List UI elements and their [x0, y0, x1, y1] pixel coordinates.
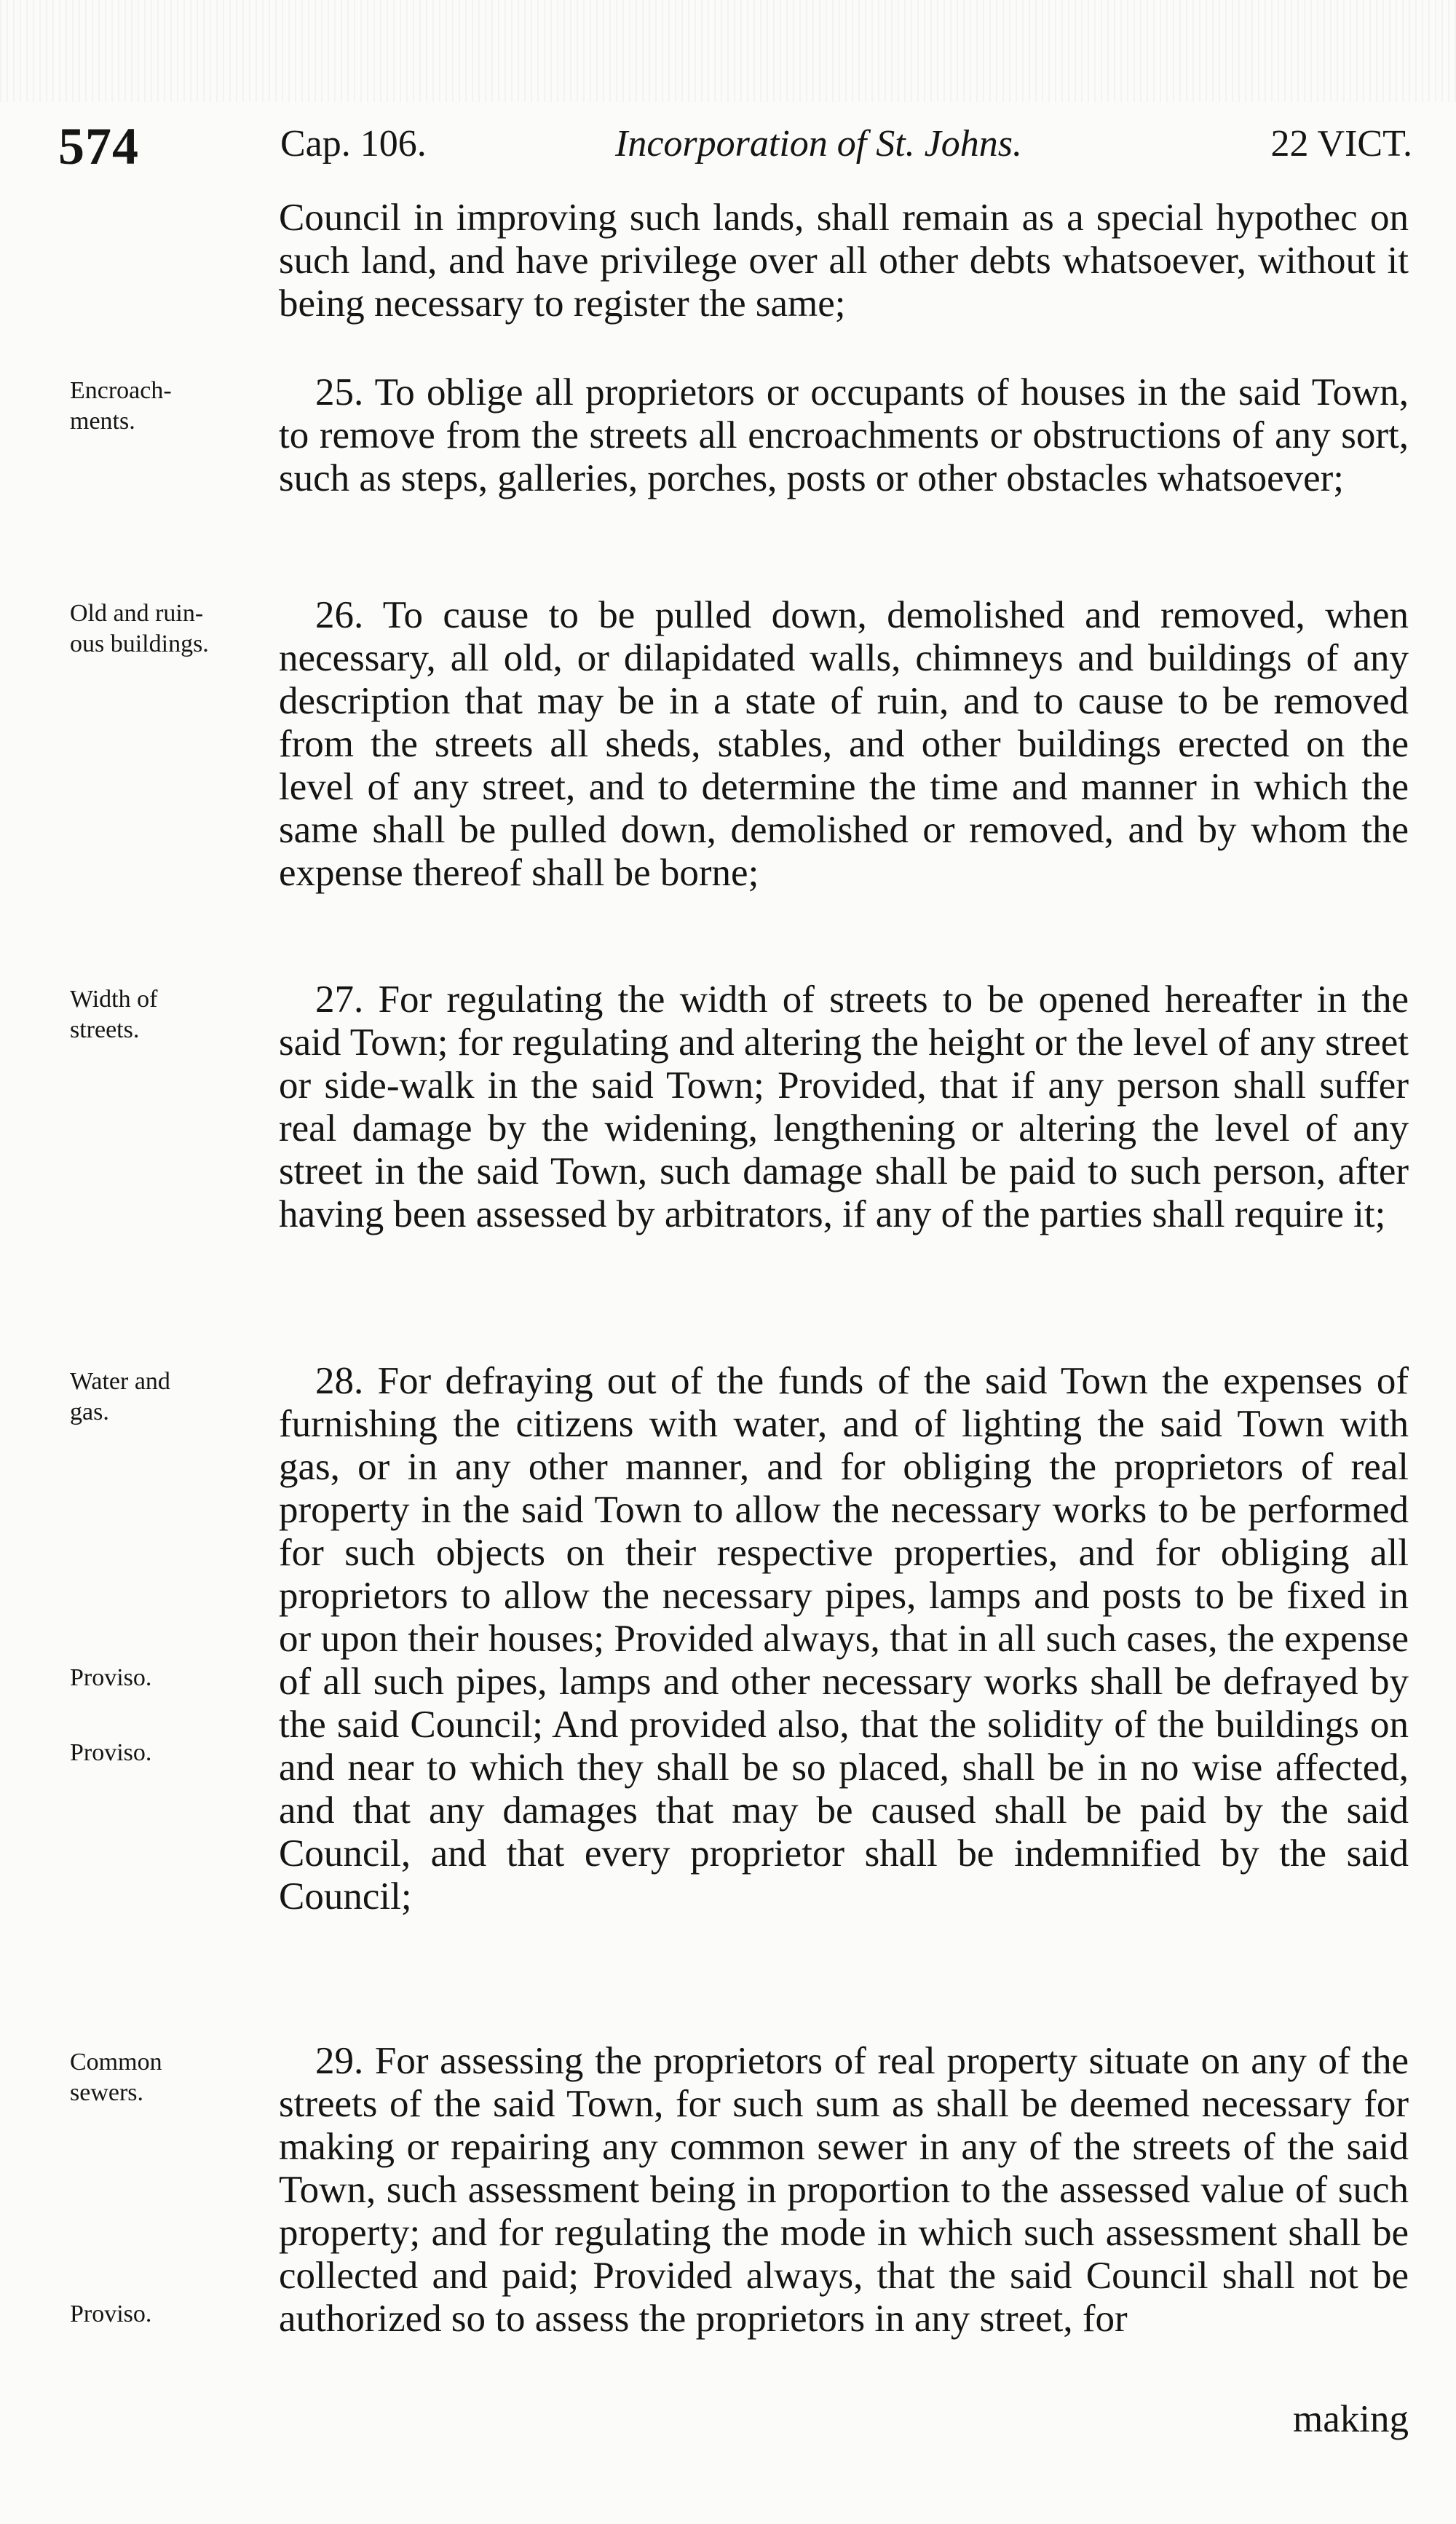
margin-note-line: streets. [70, 1016, 140, 1043]
margin-note-encroachments [70, 376, 274, 437]
section-number: 28. [315, 1360, 364, 1402]
margin-note-proviso [70, 1663, 274, 1693]
margin-note-line: gas. [70, 1399, 109, 1425]
chapter-number: Cap. 106. [280, 123, 427, 165]
running-title: Incorporation of St. Johns. [615, 123, 1022, 165]
margin-note-common-sewers [70, 2047, 274, 2108]
section-number: 27. [315, 978, 364, 1021]
section-text: For defraying out of the funds of the said Town the expenses of furnishing the citizens with water, and of lighting the said Town with gas, or in any other manner, and for obliging the proprietors of real property in the said Town to allow the necessary works to be performed for such objects on their respective properties, and for obliging all proprietors to allow the necessary pipes, lamps and posts to be fixed in or upon their houses; Provided always, that in all such cases, the expense of all such pipes, lamps and other necessary works shall be defrayed by the said Council; And provided also, that the solidity of the buildings on and near to which they shall be so placed, shall be in no wise affected, and that any damages that may be caused shall be paid by the said Council, and that every proprietor shall be indemnified by the said Council; [279, 1360, 1409, 1918]
margin-note-width-of-streets [70, 984, 274, 1045]
page-number: 574 [58, 117, 139, 175]
regnal-year: 22 VICT. [1270, 123, 1412, 165]
margin-note-line: sewers. [70, 2079, 144, 2106]
running-header [58, 116, 1412, 182]
paragraph-continuation [279, 197, 1409, 325]
margin-note-line: Old and ruin- [70, 600, 204, 627]
margin-note-water-and-gas [70, 1366, 274, 1428]
section-26 [279, 594, 1409, 895]
section-25 [279, 371, 1409, 500]
margin-note-line: Proviso. [70, 2301, 152, 2327]
catchword: making [1293, 2398, 1409, 2440]
margin-note-line: ous buildings. [70, 630, 209, 657]
margin-note-line: ments. [70, 408, 135, 435]
margin-note-proviso [70, 1738, 274, 1768]
margin-note-proviso [70, 2299, 274, 2330]
margin-note-line: Encroach- [70, 377, 172, 404]
paragraph-text: Council in improving such lands, shall remain as a special hypothec on such land, and have privilege over all other debts whatsoever, without it being necessary to register the same; [279, 197, 1409, 325]
section-29 [279, 2040, 1409, 2341]
section-number: 25. [315, 371, 364, 414]
section-text: For regulating the width of streets to be opened hereafter in the said Town; for regulating and altering the height or the level of any street or side-walk in the said Town; Provided, that if any person shall suffer real damage by the widening, lengthening or altering the level of any street in the said Town, such damage shall be paid to such person, after having been assessed by arbitrators, if any of the parties shall require it; [279, 978, 1409, 1235]
section-27 [279, 978, 1409, 1236]
section-text: To oblige all proprietors or occupants of houses in the said Town, to remove from the streets all encroachments or obstructions of any sort, such as steps, galleries, porches, posts or other obstacles whatsoever; [279, 371, 1409, 499]
margin-note-line: Common [70, 2049, 162, 2076]
section-28 [279, 1360, 1409, 1918]
margin-note-line: Water and [70, 1368, 170, 1395]
section-number: 29. [315, 2040, 364, 2082]
margin-note-line: Proviso. [70, 1739, 152, 1766]
section-text: To cause to be pulled down, demolished and removed, when necessary, all old, or dilapidated walls, chimneys and buildings of any description that may be in a state of ruin, and to cause to be removed from the streets all sheds, stables, and other buildings erected on the level of any street, and to determine the time and manner in which the same shall be pulled down, demolished or removed, and by whom the expense thereof shall be borne; [279, 594, 1409, 894]
section-number: 26. [315, 594, 364, 636]
page-speckle-texture [0, 0, 1456, 102]
margin-note-old-buildings [70, 598, 274, 660]
margin-note-line: Proviso. [70, 1664, 152, 1691]
section-text: For assessing the proprietors of real property situate on any of the streets of the said Town, for such sum as shall be deemed necessary for making or repairing any common sewer in any of the streets of the said Town, such assessment being in proportion to the assessed value of such property; and for regulating the mode in which such assessment shall be collected and paid; Provided always, that the said Council shall not be authorized so to assess the proprietors in any street, for [279, 2040, 1409, 2340]
margin-note-line: Width of [70, 986, 158, 1013]
